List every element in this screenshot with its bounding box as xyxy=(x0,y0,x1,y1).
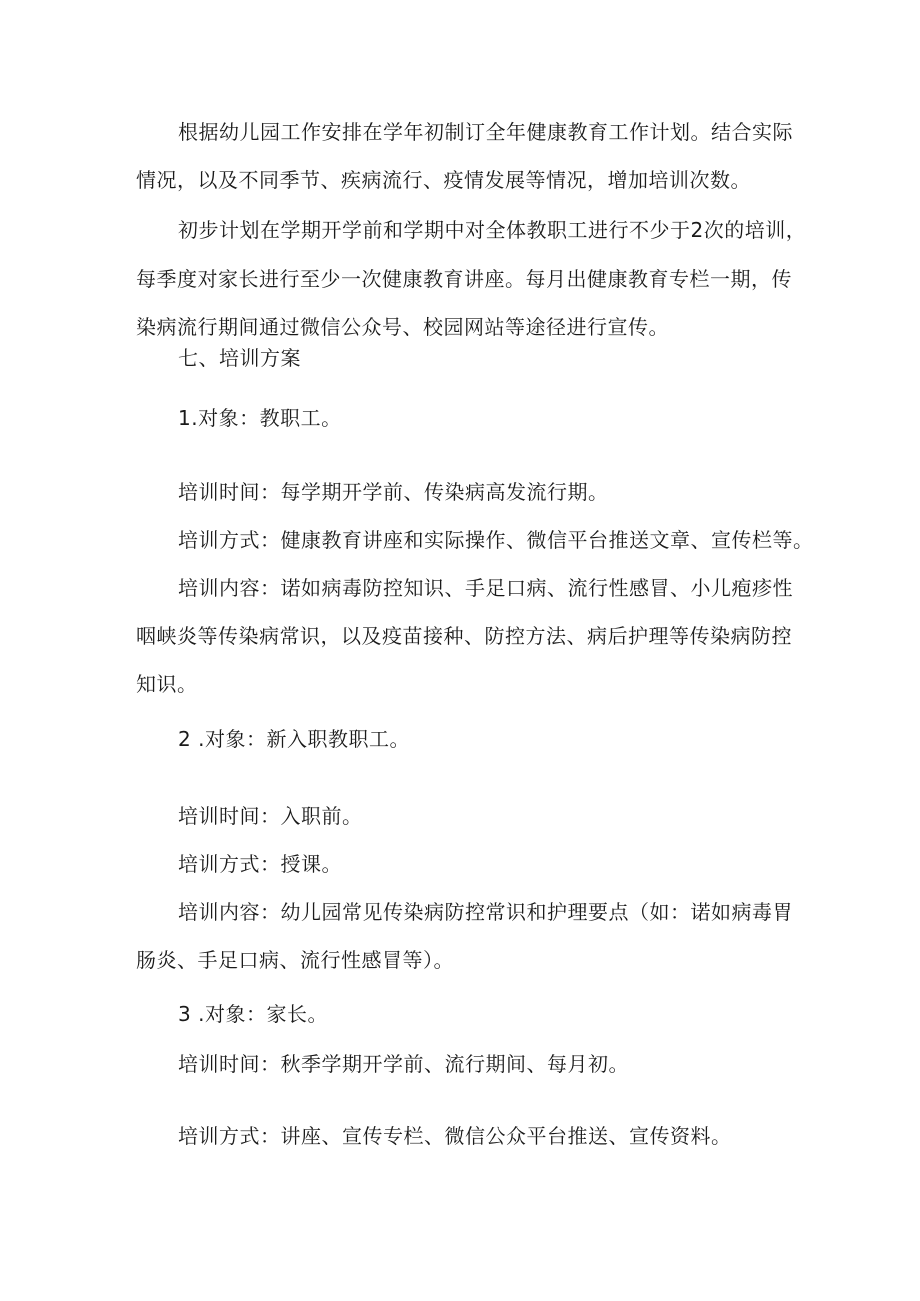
intro-paragraph-2-line-3: 染病流行期间通过微信公众号、校园网站等途径进行宣传。 xyxy=(136,315,669,339)
group-1-method: 培训方式：健康教育讲座和实际操作、微信平台推送文章、宣传栏等。 xyxy=(178,528,814,552)
group-3-method: 培训方式：讲座、宣传专栏、微信公众平台推送、宣传资料。 xyxy=(178,1124,732,1148)
intro-paragraph-2-line-1: 初步计划在学期开学前和学期中对全体教职工进行不少于2次的培训， xyxy=(178,218,807,242)
group-3-target: 3 .对象：家长。 xyxy=(178,1002,328,1026)
group-2-method: 培训方式：授课。 xyxy=(178,852,342,876)
group-3-time: 培训时间：秋季学期开学前、流行期间、每月初。 xyxy=(178,1052,629,1076)
group-2-content-line-1: 培训内容：幼儿园常见传染病防控常识和护理要点（如：诺如病毒胃 xyxy=(178,900,793,924)
group-1-target: 1.对象：教职工。 xyxy=(178,406,342,430)
intro-paragraph-1-line-1: 根据幼儿园工作安排在学年初制订全年健康教育工作计划。结合实际 xyxy=(178,120,793,144)
group-1-content-line-3: 知识。 xyxy=(136,672,198,696)
group-2-time: 培训时间：入职前。 xyxy=(178,804,363,828)
group-1-time: 培训时间：每学期开学前、传染病高发流行期。 xyxy=(178,480,609,504)
intro-paragraph-1-line-2: 情况，以及不同季节、疾病流行、疫情发展等情况，增加培训次数。 xyxy=(136,168,751,192)
intro-paragraph-2-line-2: 每季度对家长进行至少一次健康教育讲座。每月出健康教育专栏一期，传 xyxy=(136,267,792,291)
group-2-target: 2 .对象：新入职教职工。 xyxy=(178,727,410,751)
section-title: 七、培训方案 xyxy=(178,346,301,370)
group-1-content-line-1: 培训内容：诺如病毒防控知识、手足口病、流行性感冒、小儿疱疹性 xyxy=(178,576,793,600)
group-2-content-line-2: 肠炎、手足口病、流行性感冒等）。 xyxy=(136,948,454,972)
group-1-content-line-2: 咽峡炎等传染病常识，以及疫苗接种、防控方法、病后护理等传染病防控 xyxy=(136,624,792,648)
